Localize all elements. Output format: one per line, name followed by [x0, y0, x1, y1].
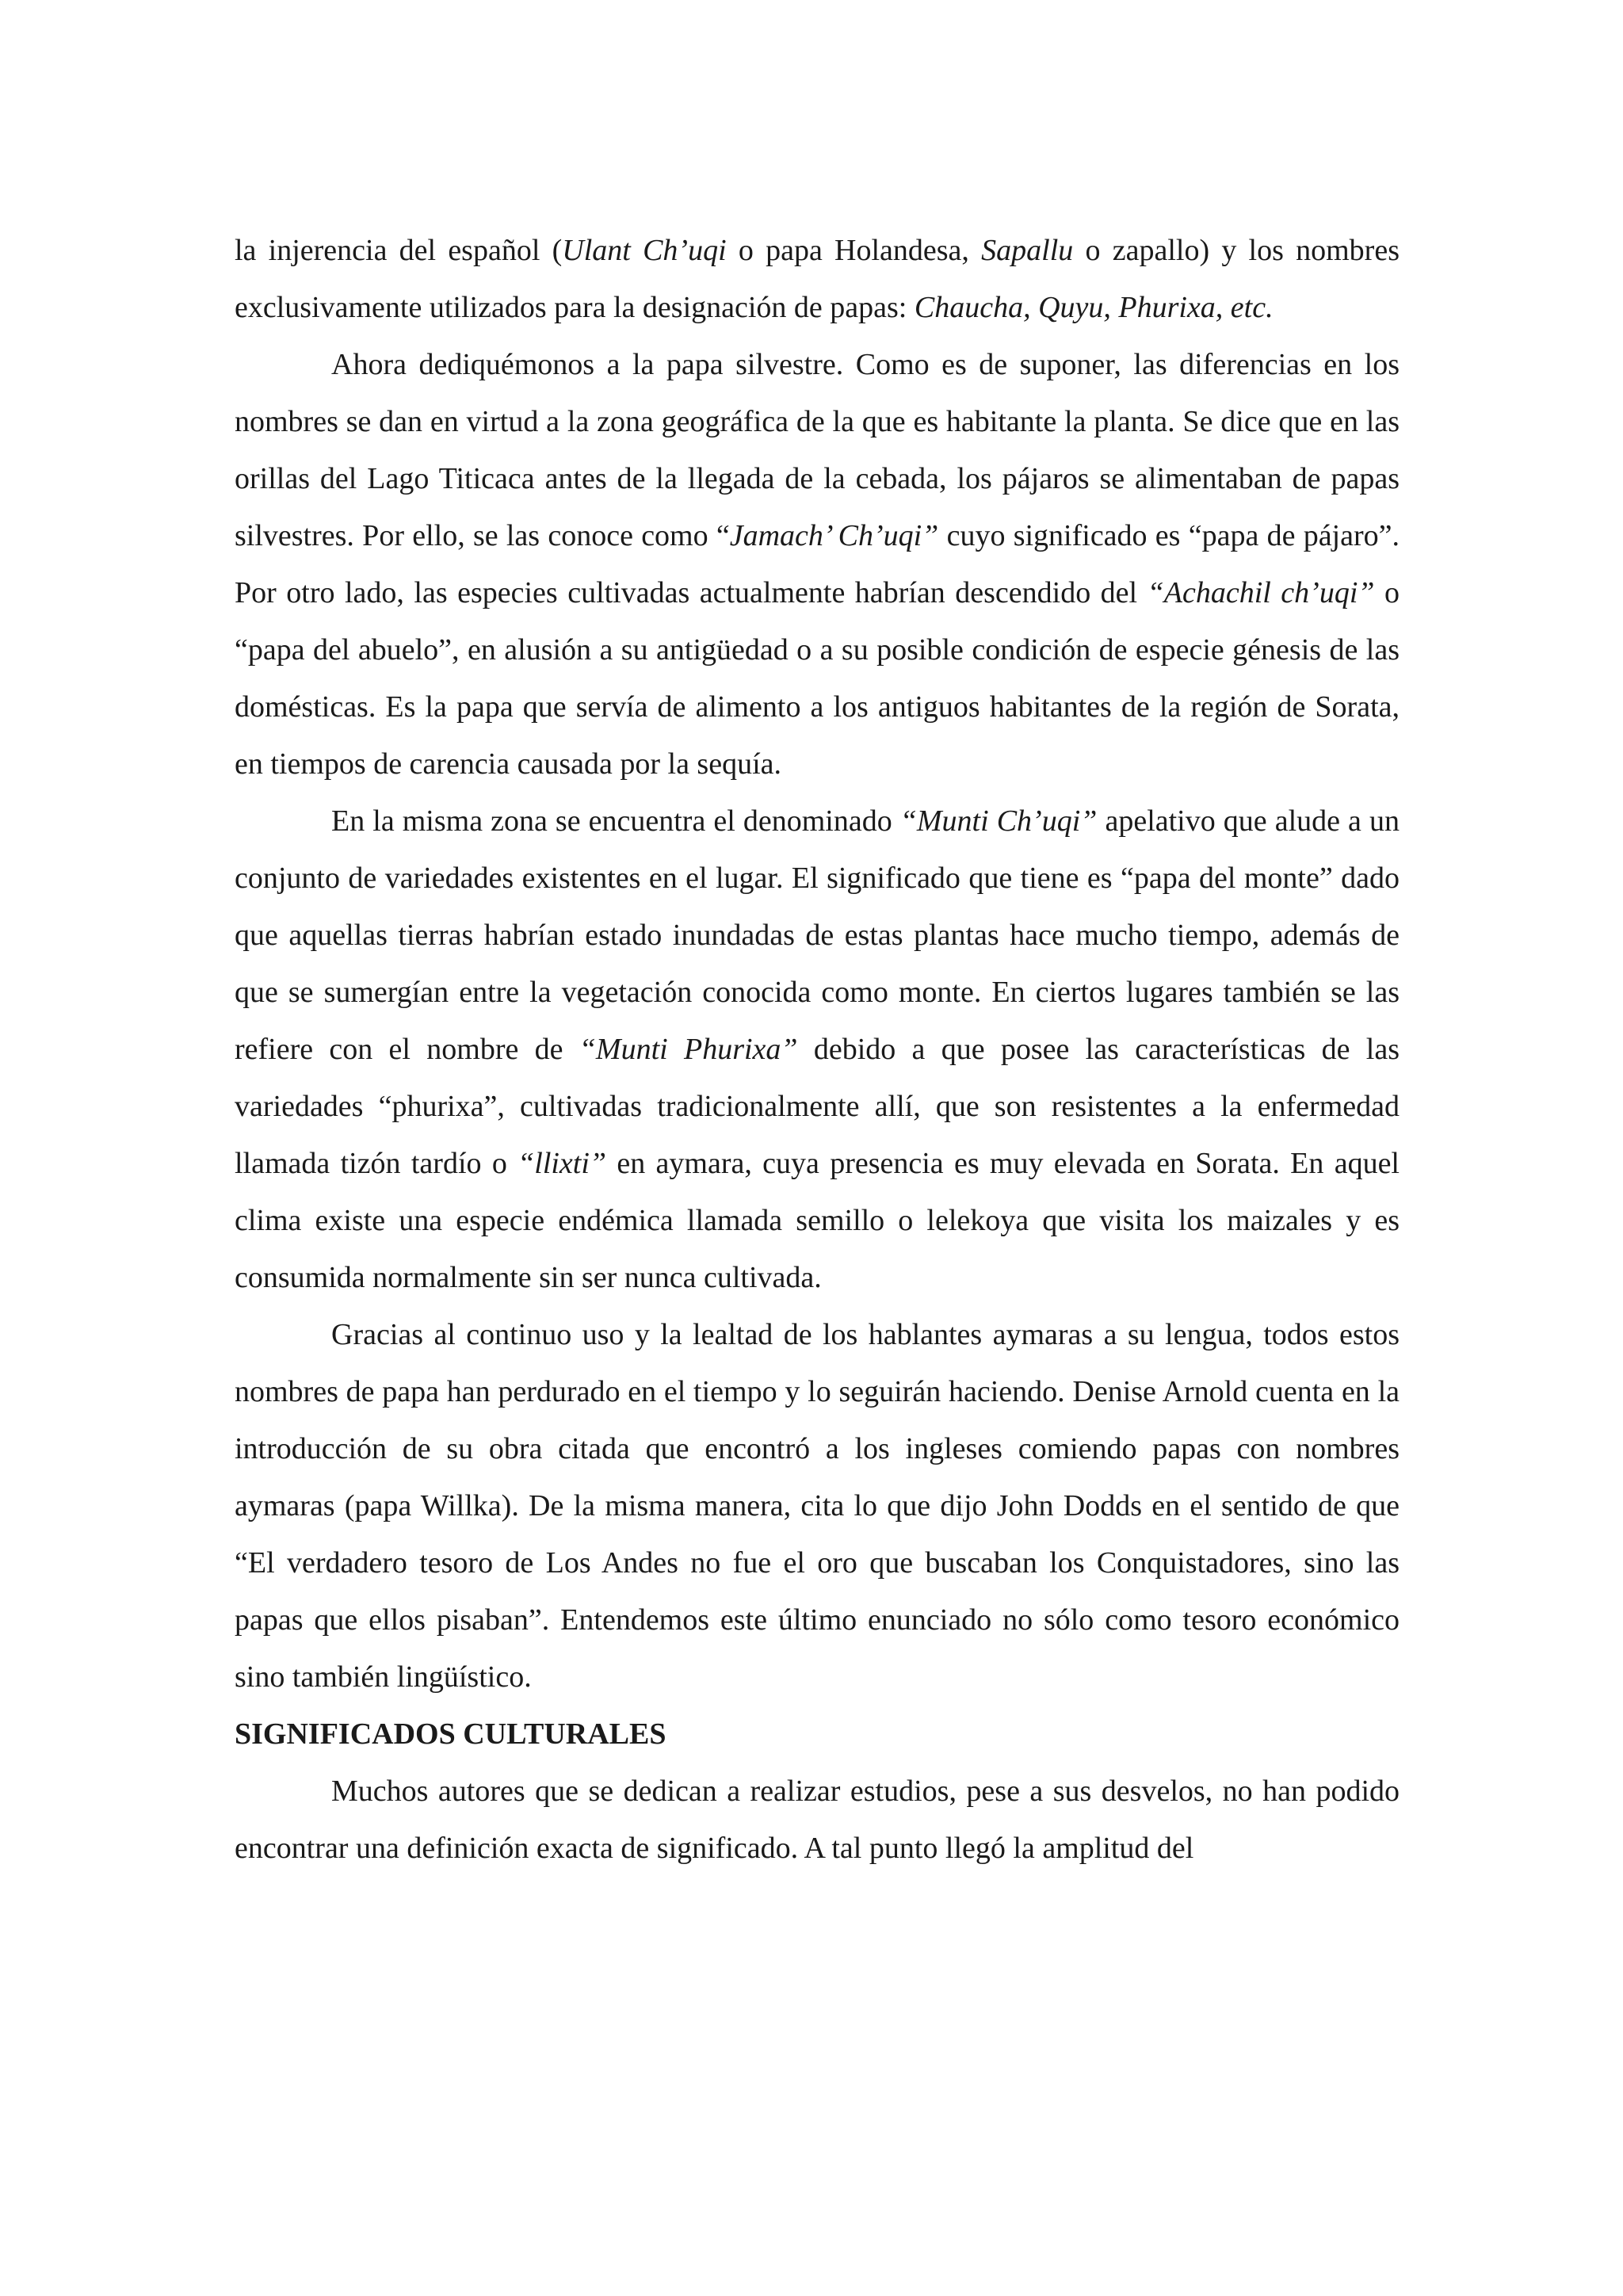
text-run: o papa Holandesa,: [726, 234, 982, 267]
text-run: Muchos autores que se dedican a realizar estudios, pese a sus desvelos, no han podido encontrar una definición exacta de significado. A tal punto llegó la amplitud del: [235, 1775, 1400, 1865]
paragraph-4: [235, 1306, 1400, 1706]
text-run: en aymara, cuya presencia es muy elevada en Sorata. En aquel clima existe una especie endémica llamada semillo o lelekoya que visita los maizales y es consumida normalmente sin ser nunca cultivada.: [235, 1147, 1400, 1294]
text-run: Gracias al continuo uso y la lealtad de los hablantes aymaras a su lengua, todos estos nombres de papa han perdurado en el tiempo y lo seguirán haciendo. Denise Arnold cuenta en la introducción de su obra citada que encontró a los ingleses comiendo papas con nombres aymaras (papa Willka). De la misma manera, cita lo que dijo John Dodds en el sentido de que “El verdadero tesoro de Los Andes no fue el oro que buscaban los Conquistadores, sino las papas que ellos pisaban”. Entendemos este último enunciado no sólo como tesoro económico sino también lingüístico.: [235, 1318, 1400, 1694]
italic-term: Sapallu: [981, 234, 1074, 267]
section-heading: SIGNIFICADOS CULTURALES: [235, 1717, 666, 1751]
text-run: o zapallo) y los nombres exclusivamente utilizados para la designación de papas:: [235, 234, 1400, 324]
paragraph-2: [235, 336, 1400, 793]
italic-term: Jamach’ Ch’uqi”: [729, 519, 939, 552]
text-run: Ahora dediquémonos a la papa silvestre. Como es de suponer, las diferencias en los nombres se dan en virtud a la zona geográfica de la que es habitante la planta. Se dice que en las orillas del Lago Titicaca antes de la llegada de la cebada, los pájaros se alimentaban de papas silvestres. Por ello, se las conoce como “: [235, 348, 1400, 552]
text-run: cuyo significado es “papa de pájaro”. Por otro lado, las especies cultivadas actualmente habrían descendido del: [235, 519, 1400, 609]
italic-term: Chaucha, Quyu, Phurixa, etc.: [914, 291, 1274, 324]
italic-term: Ulant Ch’uqi: [562, 234, 727, 267]
text-run: apelativo que alude a un conjunto de variedades existentes en el lugar. El significado que tiene es “papa del monte” dado que aquellas tierras habrían estado inundadas de estas plantas hace mucho tiempo, además de que se sumergían entre la vegetación conocida como monte. En ciertos lugares también se las refiere con el nombre de: [235, 804, 1400, 1066]
paragraph-5: [235, 1763, 1400, 1877]
paragraph-1: [235, 222, 1400, 336]
text-run: la injerencia del español (: [235, 234, 563, 267]
italic-term: “Munti Ch’uqi”: [899, 804, 1098, 838]
italic-term: “Achachil ch’uqi”: [1147, 576, 1375, 609]
text-run: o “papa del abuelo”, en alusión a su antigüedad o a su posible condición de especie génesis de las domésticas. Es la papa que servía de alimento a los antiguos habitantes de la región de Sorata, en tiempos de carencia causada por la sequía.: [235, 576, 1400, 781]
paragraph-3: [235, 793, 1400, 1306]
document-page: [235, 222, 1400, 1877]
italic-term: “Munti Phurixa”: [579, 1033, 798, 1066]
text-run: En la misma zona se encuentra el denominado: [331, 804, 900, 838]
text-run: debido a que posee las características de las variedades “phurixa”, cultivadas tradicionalmente allí, que son resistentes a la enfermedad llamada tizón tardío o: [235, 1033, 1400, 1180]
italic-term: “llixti”: [517, 1147, 607, 1180]
